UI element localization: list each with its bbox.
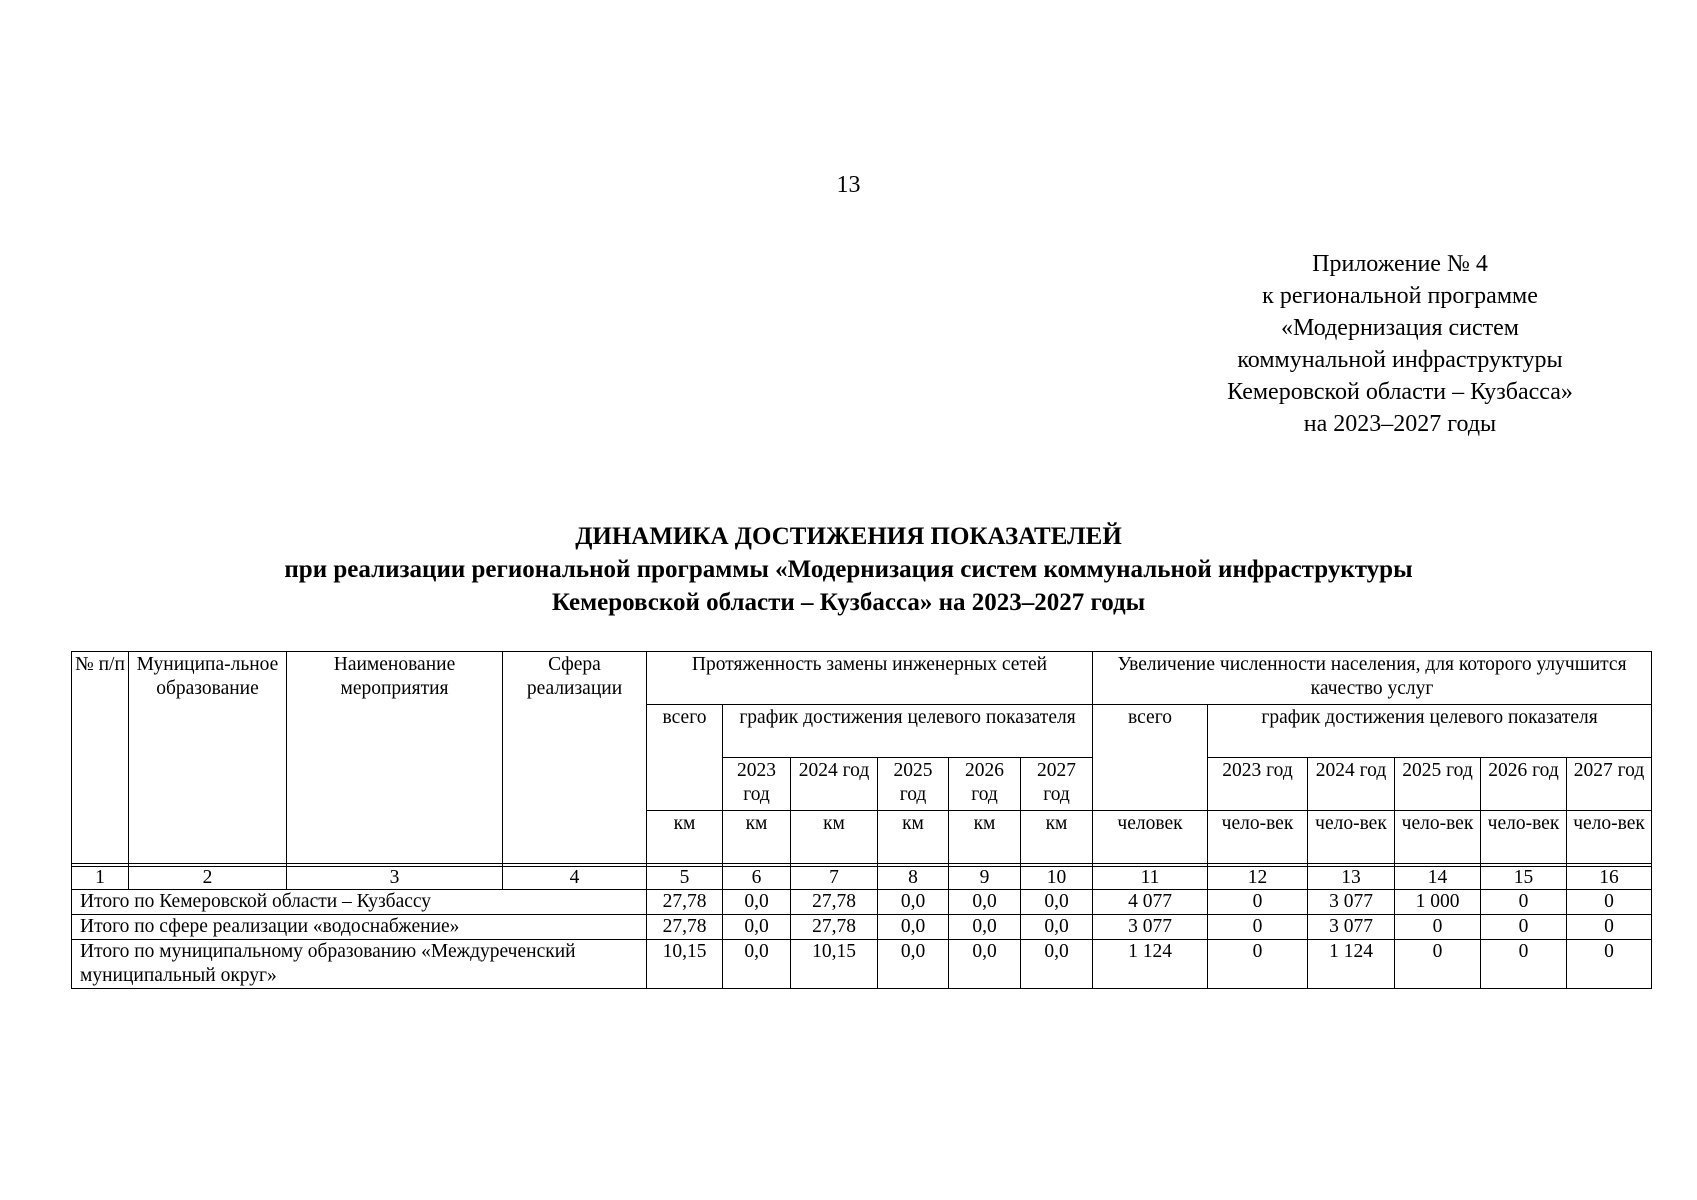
row-label: Итого по муниципальному образованию «Междуреченский муниципальный округ» bbox=[72, 940, 647, 989]
row-value: 1 124 bbox=[1093, 940, 1208, 989]
header-year: 2026 год bbox=[1481, 758, 1567, 811]
title-line: ДИНАМИКА ДОСТИЖЕНИЯ ПОКАЗАТЕЛЕЙ bbox=[575, 523, 1122, 550]
appendix-line: к региональной программе bbox=[1262, 283, 1538, 309]
header-measure: Наименование мероприятия bbox=[287, 652, 503, 864]
appendix-line: «Модернизация систем bbox=[1281, 315, 1519, 341]
row-value: 0 bbox=[1395, 940, 1481, 989]
title-line: Кемеровской области – Кузбасса» на 2023–2027 годы bbox=[551, 589, 1146, 616]
unit-km: км bbox=[723, 811, 791, 864]
unit-km: км bbox=[647, 811, 723, 864]
row-value: 27,78 bbox=[647, 890, 723, 915]
title-line: при реализации региональной программы «Модернизация систем коммунальной инфраструктуры bbox=[284, 556, 1413, 583]
column-number: 14 bbox=[1395, 867, 1481, 890]
appendix-line: Кемеровской области – Кузбасса» bbox=[1227, 379, 1573, 405]
column-number: 11 bbox=[1093, 867, 1208, 890]
row-value: 0,0 bbox=[1021, 940, 1093, 989]
unit-people: чело-век bbox=[1567, 811, 1652, 864]
header-year: 2027 год bbox=[1021, 758, 1093, 811]
table-row bbox=[72, 915, 1652, 940]
column-number: 2 bbox=[129, 867, 287, 890]
header-sphere: Сфера реализации bbox=[503, 652, 647, 864]
header-year: 2024 год bbox=[791, 758, 878, 811]
unit-people: чело-век bbox=[1395, 811, 1481, 864]
row-label: Итого по Кемеровской области – Кузбассу bbox=[72, 890, 647, 915]
header-year: 2027 год bbox=[1567, 758, 1652, 811]
row-value: 0,0 bbox=[878, 915, 949, 940]
column-number: 15 bbox=[1481, 867, 1567, 890]
column-number: 3 bbox=[287, 867, 503, 890]
column-number: 1 bbox=[72, 867, 129, 890]
unit-people: чело-век bbox=[1208, 811, 1308, 864]
column-number: 6 bbox=[723, 867, 791, 890]
unit-km: км bbox=[878, 811, 949, 864]
column-number: 4 bbox=[503, 867, 647, 890]
row-label: Итого по сфере реализации «водоснабжение» bbox=[72, 915, 647, 940]
column-number: 8 bbox=[878, 867, 949, 890]
row-value: 0,0 bbox=[1021, 915, 1093, 940]
row-value: 0,0 bbox=[878, 890, 949, 915]
row-value: 0,0 bbox=[949, 890, 1021, 915]
appendix-line: Приложение № 4 bbox=[1312, 251, 1488, 277]
unit-km: км bbox=[791, 811, 878, 864]
row-value: 0,0 bbox=[949, 940, 1021, 989]
row-value: 0,0 bbox=[723, 890, 791, 915]
appendix-line: коммунальной инфраструктуры bbox=[1237, 347, 1563, 373]
row-value: 0,0 bbox=[878, 940, 949, 989]
header-population-total: всего bbox=[1093, 705, 1208, 811]
header-length-group: Протяженность замены инженерных сетей bbox=[647, 652, 1093, 705]
header-year: 2024 год bbox=[1308, 758, 1395, 811]
appendix-line: на 2023–2027 годы bbox=[1303, 411, 1497, 437]
column-number: 10 bbox=[1021, 867, 1093, 890]
table-row bbox=[72, 890, 1652, 915]
row-value: 1 124 bbox=[1308, 940, 1395, 989]
row-value: 27,78 bbox=[647, 915, 723, 940]
row-value: 3 077 bbox=[1308, 915, 1395, 940]
header-year: 2026 год bbox=[949, 758, 1021, 811]
column-number: 9 bbox=[949, 867, 1021, 890]
header-year: 2025 год bbox=[878, 758, 949, 811]
column-number: 12 bbox=[1208, 867, 1308, 890]
header-year: 2023 год bbox=[723, 758, 791, 811]
row-value: 0,0 bbox=[1021, 890, 1093, 915]
column-number: 16 bbox=[1567, 867, 1652, 890]
header-population-schedule: график достижения целевого показателя bbox=[1208, 705, 1652, 758]
row-value: 0 bbox=[1481, 940, 1567, 989]
appendix-block bbox=[1180, 248, 1620, 440]
row-value: 0,0 bbox=[949, 915, 1021, 940]
column-numbers-row bbox=[72, 867, 1652, 890]
column-number: 7 bbox=[791, 867, 878, 890]
column-number: 13 bbox=[1308, 867, 1395, 890]
header-year: 2023 год bbox=[1208, 758, 1308, 811]
header-municipality: Муниципа-льное образование bbox=[129, 652, 287, 864]
row-value: 0,0 bbox=[723, 915, 791, 940]
row-value: 10,15 bbox=[647, 940, 723, 989]
row-value: 0 bbox=[1481, 915, 1567, 940]
unit-people-total: человек bbox=[1093, 811, 1208, 864]
unit-people: чело-век bbox=[1308, 811, 1395, 864]
indicators-table bbox=[71, 651, 1652, 989]
row-value: 0 bbox=[1208, 890, 1308, 915]
header-population-group: Увеличение численности населения, для которого улучшится качество услуг bbox=[1093, 652, 1652, 705]
row-value: 10,15 bbox=[791, 940, 878, 989]
row-value: 27,78 bbox=[791, 890, 878, 915]
header-length-total: всего bbox=[647, 705, 723, 811]
row-value: 1 000 bbox=[1395, 890, 1481, 915]
row-value: 0 bbox=[1567, 940, 1652, 989]
document-title bbox=[0, 520, 1697, 619]
row-value: 3 077 bbox=[1093, 915, 1208, 940]
unit-km: км bbox=[949, 811, 1021, 864]
header-length-schedule: график достижения целевого показателя bbox=[723, 705, 1093, 758]
row-value: 0 bbox=[1567, 890, 1652, 915]
row-value: 0 bbox=[1481, 890, 1567, 915]
unit-km: км bbox=[1021, 811, 1093, 864]
row-value: 27,78 bbox=[791, 915, 878, 940]
row-value: 0 bbox=[1208, 940, 1308, 989]
column-number: 5 bbox=[647, 867, 723, 890]
row-value: 4 077 bbox=[1093, 890, 1208, 915]
row-value: 0,0 bbox=[723, 940, 791, 989]
unit-people: чело-век bbox=[1481, 811, 1567, 864]
header-year: 2025 год bbox=[1395, 758, 1481, 811]
table-row bbox=[72, 940, 1652, 989]
header-num: № п/п bbox=[72, 652, 129, 864]
row-value: 3 077 bbox=[1308, 890, 1395, 915]
row-value: 0 bbox=[1395, 915, 1481, 940]
row-value: 0 bbox=[1567, 915, 1652, 940]
page-number: 13 bbox=[836, 172, 861, 198]
row-value: 0 bbox=[1208, 915, 1308, 940]
